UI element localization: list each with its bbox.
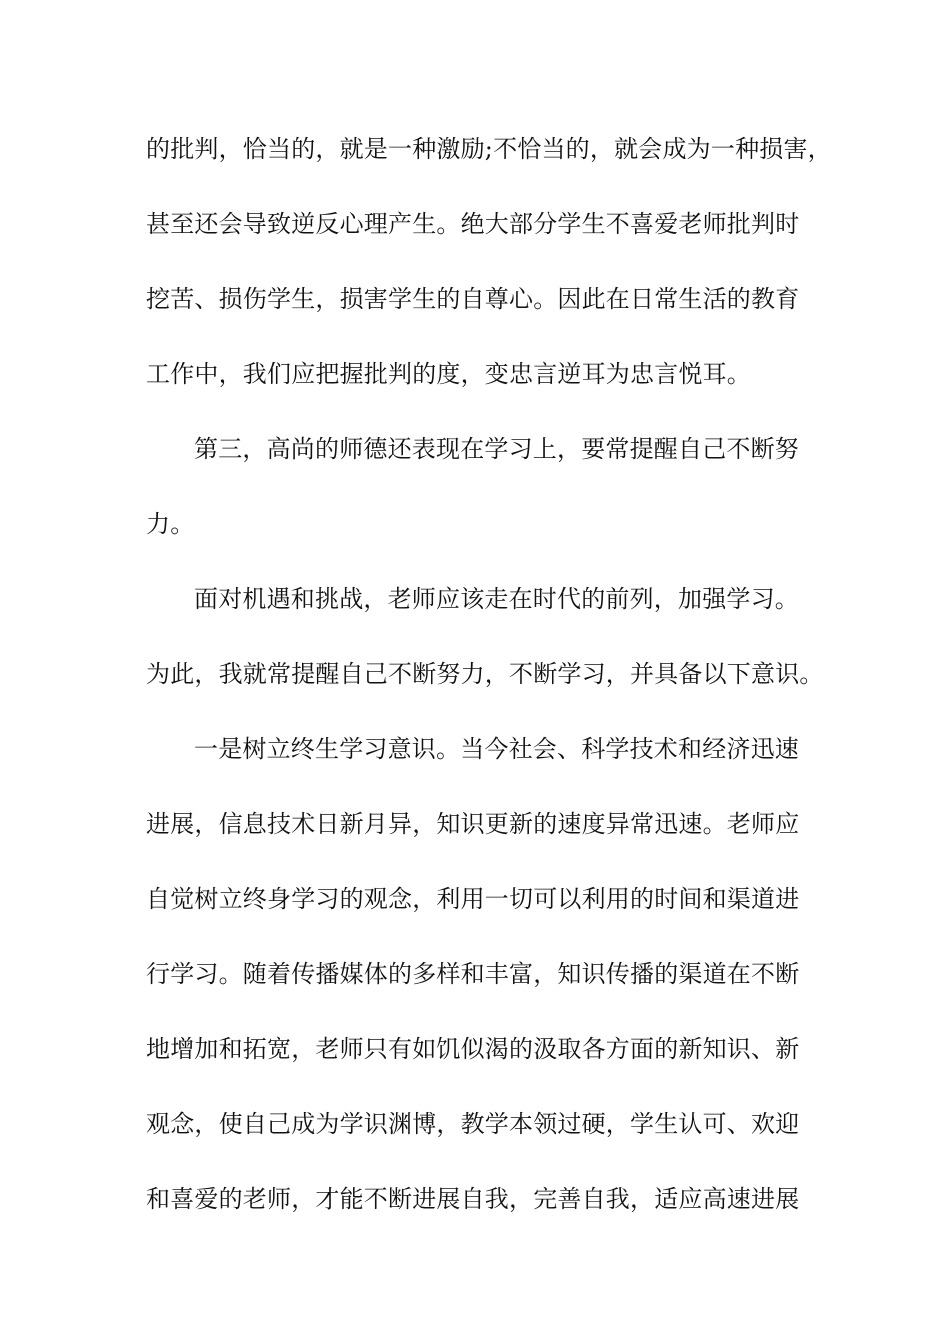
paragraph-first-line: 面对机遇和挑战，老师应该走在时代的前列，加强学习。 xyxy=(194,585,799,613)
text-line: 为此，我就常提醒自己不断努力，不断学习，并具备以下意识。 xyxy=(146,660,824,688)
text-line: 进展，信息技术日新月异，知识更新的速度异常迅速。老师应 xyxy=(146,810,800,838)
text-line: 观念，使自己成为学识渊博，教学本领过硬，学生认可、欢迎 xyxy=(146,1110,800,1138)
paragraph-first-line: 一是树立终生学习意识。当今社会、科学技术和经济迅速 xyxy=(194,735,799,763)
text-line: 工作中，我们应把握批判的度，变忠言逆耳为忠言悦耳。 xyxy=(146,360,751,388)
text-line: 的批判，恰当的，就是一种激励;不恰当的，就会成为一种损害， xyxy=(146,135,832,163)
text-line: 和喜爱的老师，才能不断进展自我，完善自我，适应高速进展 xyxy=(146,1185,800,1213)
text-line: 自觉树立终身学习的观念，利用一切可以利用的时间和渠道进 xyxy=(146,885,800,913)
paragraph-first-line: 第三，高尚的师德还表现在学习上，要常提醒自己不断努 xyxy=(194,435,799,463)
text-line: 行学习。随着传播媒体的多样和丰富，知识传播的渠道在不断 xyxy=(146,960,800,988)
text-line: 挖苦、损伤学生，损害学生的自尊心。因此在日常生活的教育 xyxy=(146,285,800,313)
text-line: 地增加和拓宽，老师只有如饥似渴的汲取各方面的新知识、新 xyxy=(146,1035,800,1063)
text-line: 甚至还会导致逆反心理产生。绝大部分学生不喜爱老师批判时 xyxy=(146,210,800,238)
text-line: 力。 xyxy=(146,510,195,538)
